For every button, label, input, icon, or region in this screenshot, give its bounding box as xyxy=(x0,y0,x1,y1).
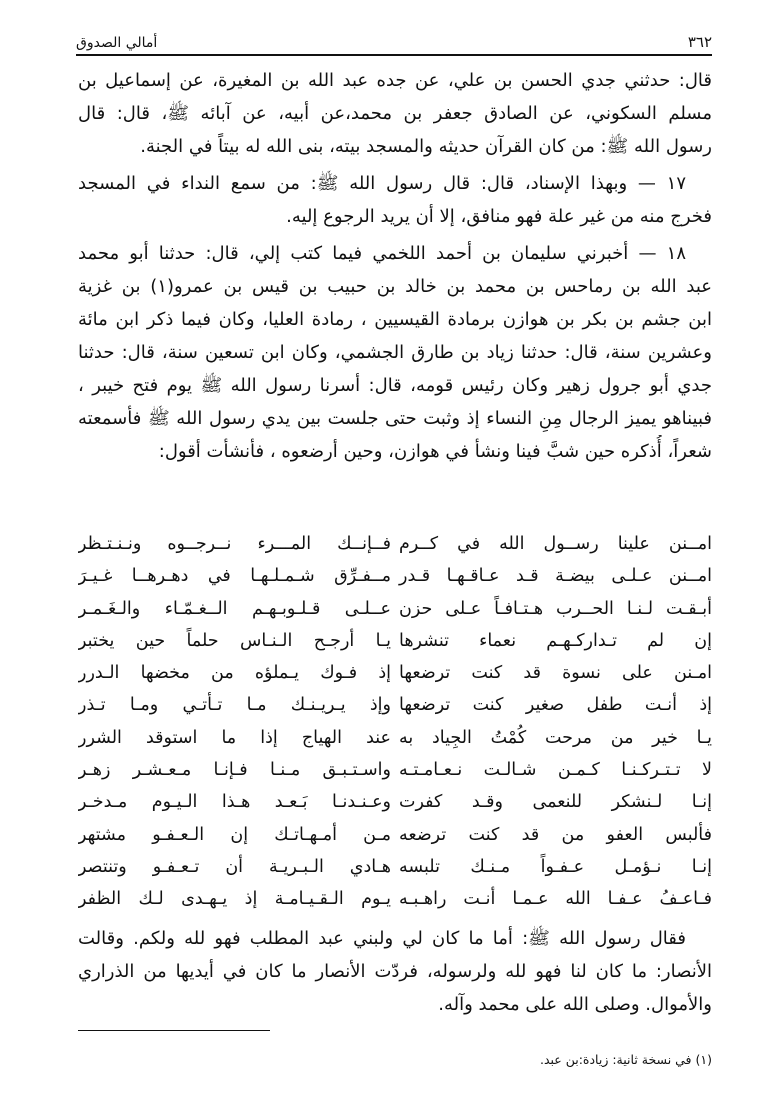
second-hemistich: مـن أمـهـاتـك إن الـعـفـو مشتهر xyxy=(78,824,391,845)
poem-verse xyxy=(78,883,712,915)
poem-verse xyxy=(78,593,712,625)
first-hemistich: امــنن علينا رســول الله في كــرم xyxy=(399,534,712,554)
text-line: فقال رسول الله ﷺ: أما ما كان لي ولبني عبد المطلب فهو لله ولكم. وقالت xyxy=(78,928,686,949)
paragraph-4 xyxy=(78,922,712,1021)
text-line: جدي أبو جرول زهير وكان رئيس قومه، قال: أسرنا رسول الله ﷺ يوم فتح خيبر ، xyxy=(78,375,712,396)
hadith-18-line: ١٨ — أخبرني سليمان بن أحمد اللخمي فيما كتب إلي، قال: حدثنا أبو محمد xyxy=(78,243,686,264)
footnote-divider xyxy=(78,1030,270,1031)
text-line: الأنصار: ما كان لنا فهو لله ولرسوله، فردّت الأنصار ما كان في أيديها من الذراري xyxy=(78,961,712,982)
second-hemistich: وإذ يـريـنـك مـا تـأتـي ومـا تـذر xyxy=(78,695,391,716)
first-hemistich: إن لم تـداركـهـم نعماء تنشرها xyxy=(399,630,712,651)
first-hemistich: يـا خير من مرحت كُمْتُ الجِياد به xyxy=(399,727,712,748)
text-line: والأموال. وصلى الله على محمد وآله. xyxy=(438,994,712,1015)
text-line: قال: حدثني جدي الحسن بن علي، عن جده عبد الله بن المغيرة، عن إسماعيل بن xyxy=(78,70,712,91)
text-line: عبد الله بن رماحس بن محمد بن خالد بن حبيب بن قيس بن عمرو(١) بن غزية xyxy=(78,276,712,297)
first-hemistich: فألبس العفو من قد كنت ترضعه xyxy=(399,824,712,845)
first-hemistich: امــنن عـلـى بيضـة قـد عـاقـهـا قـدر xyxy=(399,566,712,587)
first-hemistich: امـنن على نسوة قد كنت ترضعها xyxy=(399,663,712,684)
poem-verse xyxy=(78,819,712,851)
second-hemistich: يـا أرجـح الـنـاس حلماً حين يختبر xyxy=(78,630,391,651)
first-hemistich: إنـا نـؤمـل عـفـواً مـنـك تلبسه xyxy=(399,856,712,877)
second-hemistich: مــفـرِّق شـمـلـهـا في دهـرهــا غـيـرَ xyxy=(78,566,391,587)
text-line: ابن جشم بن بكر بن هوازن برمادة القيسيين ، رمادة العليا، وكان فيما ذكر ابن مائة xyxy=(78,309,712,330)
second-hemistich: وعـنـدنـا بَـعـد هـذا الـيـوم مـدخـر xyxy=(78,792,391,813)
poem-verse xyxy=(78,851,712,883)
second-hemistich: فــإنــك المـــرء نــرجــوه ونـنـتـظر xyxy=(78,534,391,554)
poem-verse xyxy=(78,786,712,818)
second-hemistich: واسـتـبـق مـنـا فـإنـا مـعـشـر زهـر xyxy=(78,760,391,781)
first-hemistich: إنـا لـنشكر للنعمى وقـد كفرت xyxy=(399,792,712,813)
page-number: ٣٦٢ xyxy=(687,33,712,51)
text-line: شعراً، أُذكره حين شبَّ فينا ونشأ في هوازن، وحين أرضعوه ، فأنشأت أقول: xyxy=(158,441,712,462)
poem-verse xyxy=(78,625,712,657)
second-hemistich: هـادي الـبـريـة أن تـعـفـو وتنتصر xyxy=(78,856,391,877)
footnote: (١) في نسخة ثانية: زيادة:بن عبد. xyxy=(539,1052,712,1067)
poem-verse xyxy=(78,689,712,721)
text-line: مسلم السكوني، عن الصادق جعفر بن محمد،عن أبيه، عن آبائه ﷺ، قال: قال xyxy=(78,103,712,124)
poem-verse xyxy=(78,657,712,689)
poem-verse xyxy=(78,754,712,786)
first-hemistich: فـاعـفُ عـفـا الله عـمـا أنـت راهـبـه xyxy=(399,889,712,910)
running-header xyxy=(76,26,712,56)
text-line: وعشرين سنة، قال: حدثنا زياد بن طارق الجشمي، وكان ابن تسعين سنة، قال: حدثنا xyxy=(78,342,712,363)
book-title: أمالي الصدوق xyxy=(76,35,158,51)
second-hemistich: إذ فـوك يـملؤه من مخضها الـدرر xyxy=(78,663,391,684)
text-line: رسول الله ﷺ: من كان القرآن حديثه والمسجد بيته، بنى الله له بيتاً في الجنة. xyxy=(140,136,712,157)
paragraph-1 xyxy=(78,64,712,468)
poem xyxy=(78,528,712,916)
poem-verse xyxy=(78,560,712,592)
second-hemistich: عند الهياج إذا ما استوقد الشرر xyxy=(78,727,391,748)
first-hemistich: لا تـتـركـنـا كـمـن شـالـت نـعـامـتـه xyxy=(399,760,712,781)
poem-verse xyxy=(78,528,712,560)
second-hemistich: يـوم الـقـيـامـة إذ يـهـدى لـك الظفر xyxy=(78,889,391,910)
text-line: فخرج منه من غير علة فهو منافق، إلا أن يريد الرجوع إليه. xyxy=(286,206,712,227)
text-line: فبيناهو يميز الرجال مِنِ النساء إذ وثبت حتى جلست بين يدي رسول الله ﷺ فأسمعته xyxy=(78,408,712,429)
second-hemistich: عــلـى قـلـوبـهـم الــغـمّـاء والـغَـمـر xyxy=(78,598,391,619)
poem-verse xyxy=(78,722,712,754)
hadith-17-line: ١٧ — وبهذا الإسناد، قال: قال رسول الله ﷺ: من سمع النداء في المسجد xyxy=(78,173,686,194)
first-hemistich: أبـقـت لـنـا الحــرب هـتـافـاً عـلى حزن xyxy=(399,598,712,619)
first-hemistich: إذ أنـت طفل صغير كنت ترضعها xyxy=(399,695,712,716)
